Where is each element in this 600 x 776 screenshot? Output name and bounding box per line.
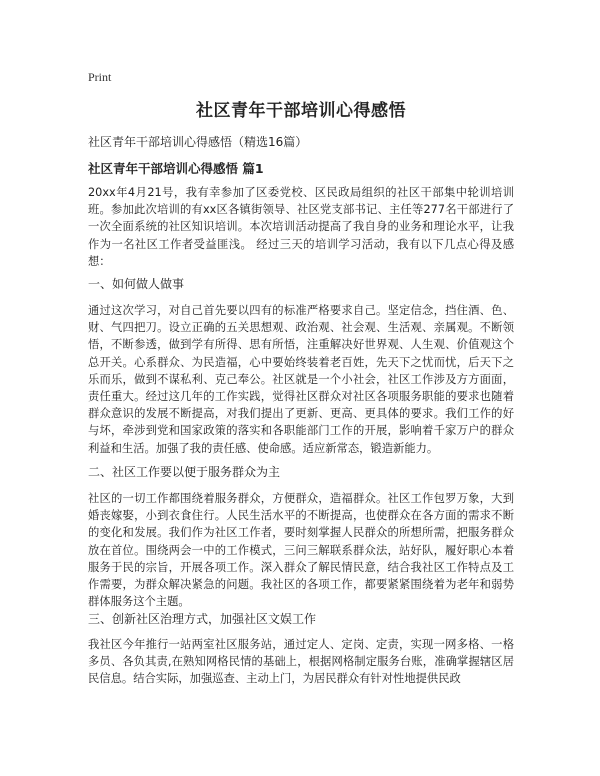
paragraph-intro: 20xx年4月21号，我有幸参加了区委党校、区民政局组织的社区干部集中轮训培训班。参加此次培训的有xx区各镇街领导、社区党支部书记、主任等277名干部进行了一次全面系统的社区知识培训。本次培训活动提高了我自身的业务和理论水平，让我作为一名社区工作者受益匪浅。 经过三天的培训学习活动，我有以下几点心得及感想：	[88, 186, 514, 268]
paragraph-3: 我社区今年推行一站两室社区服务站，通过定人、定岗、定责，实现一网多格、一格多员、各负其责,在熟知网格民情的基础上，根据网格制定服务台账，准确掌握辖区居民信息。结合实际，加强巡查、主动上门，为居民群众有针对性地提供民政	[88, 638, 514, 686]
page-title: 社区青年干部培训心得感悟	[196, 101, 406, 121]
subheading-1: 一、如何做人做事	[88, 277, 185, 291]
paragraph-2: 社区的一切工作都围绕着服务群众，方便群众，造福群众。社区工作包罗万象，大到婚丧嫁娶，小到衣食住行。人民生活水平的不断提高，也使群众在各方面的需求不断的变化和发展。我们作为社区工作者，要时刻掌握人民群众的所想所需，把服务群众放在首位。围绕两会一中的工作模式，三问三解联系群众法，站好队，履好职心本着服务于民的宗旨，开展各项工作。深入群众了解民情民意，结合我社区工作特点及工作需要，为群众解决紧急的问题。我社区的各项工作，都要紧紧围绕着为老年和弱势群体服务这个主题。	[88, 492, 514, 609]
print-link[interactable]: Print	[88, 70, 112, 84]
subheading-2: 二、社区工作要以便于服务群众为主	[88, 465, 281, 479]
section-heading: 社区青年干部培训心得感悟 篇1	[88, 161, 264, 176]
document-subtitle: 社区青年干部培训心得感悟（精选16篇）	[88, 135, 308, 149]
subheading-3: 三、创新社区治理方式，加强社区文娱工作	[88, 612, 317, 626]
document-page	[88, 0, 514, 776]
paragraph-1: 通过这次学习，对自己首先要以四有的标准严格要求自己。坚定信念，挡住酒、色、财、气四把刀。设立正确的五关思想观、政治观、社会观、生活观、亲属观。不断领悟，不断参透，做到学有所得、思有所悟，注重解决好世界观、人生观、价值观这个总开关。心系群众、为民造福，心中要始终装着老百姓，先天下之忧而忧，后天下之乐而乐，做到不谋私利、克己奉公。社区就是一个小社会，社区工作涉及方方面面，责任重大。经过这几年的工作实践，觉得社区群众对社区各项服务职能的要求也随着群众意识的发展不断提高，对我们提出了更新、更高、更具体的要求。我们工作的好与坏，牵涉到党和国家政策的落实和各职能部门工作的开展，影响着千家万户的群众利益和生活。加强了我的责任感、使命感。适应新常态，锻造新能力。	[88, 304, 514, 455]
